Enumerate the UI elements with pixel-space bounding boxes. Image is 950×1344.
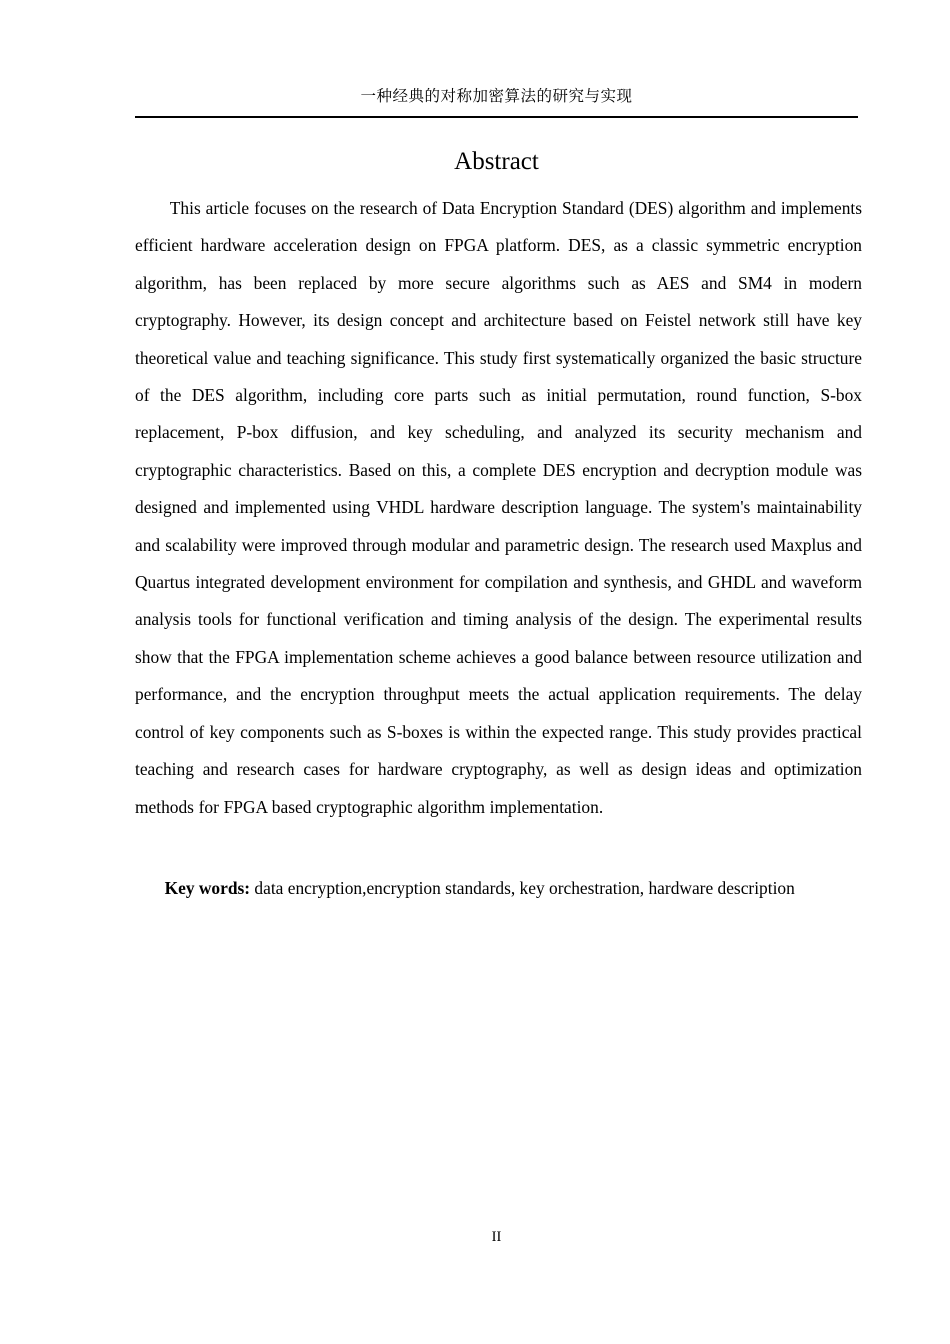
running-header-title: 一种经典的对称加密算法的研究与实现: [360, 88, 633, 105]
header-divider-rule: [135, 116, 858, 118]
keywords-line: [135, 826, 862, 903]
keywords-label: Key words:: [164, 877, 251, 898]
page-title: Abstract: [454, 148, 539, 175]
abstract-body: [135, 190, 862, 903]
abstract-paragraph: This article focuses on the research of Data Encryption Standard (DES) algorithm and implements efficient hardware acceleration design on FPGA platform. DES, as a classic symmetric encryption algorithm, has been replaced by more secure algorithms such as AES and SM4 in modern cryptography. However, its design concept and architecture based on Feistel network still have key theoretical value and teaching significance. This study first systematically organized the basic structure of the DES algorithm, including core parts such as initial permutation, round function, S-box replacement, P-box diffusion, and key scheduling, and analyzed its security mechanism and cryptographic characteristics. Based on this, a complete DES encryption and decryption module was designed and implemented using VHDL hardware description language. The system's maintainability and scalability were improved through modular and parametric design. The research used Maxplus and Quartus integrated development environment for compilation and synthesis, and GHDL and waveform analysis tools for functional verification and timing analysis of the design. The experimental results show that the FPGA implementation scheme achieves a good balance between resource utilization and performance, and the encryption throughput meets the actual application requirements. The delay control of key components such as S-boxes is within the expected range. This study provides practical teaching and research cases for hardware cryptography, as well as design ideas and optimization methods for FPGA based cryptographic algorithm implementation.: [135, 198, 862, 817]
footer-page-number: II: [491, 1229, 502, 1245]
keywords-value: data encryption,encryption standards, key orchestration, hardware description: [250, 877, 795, 898]
